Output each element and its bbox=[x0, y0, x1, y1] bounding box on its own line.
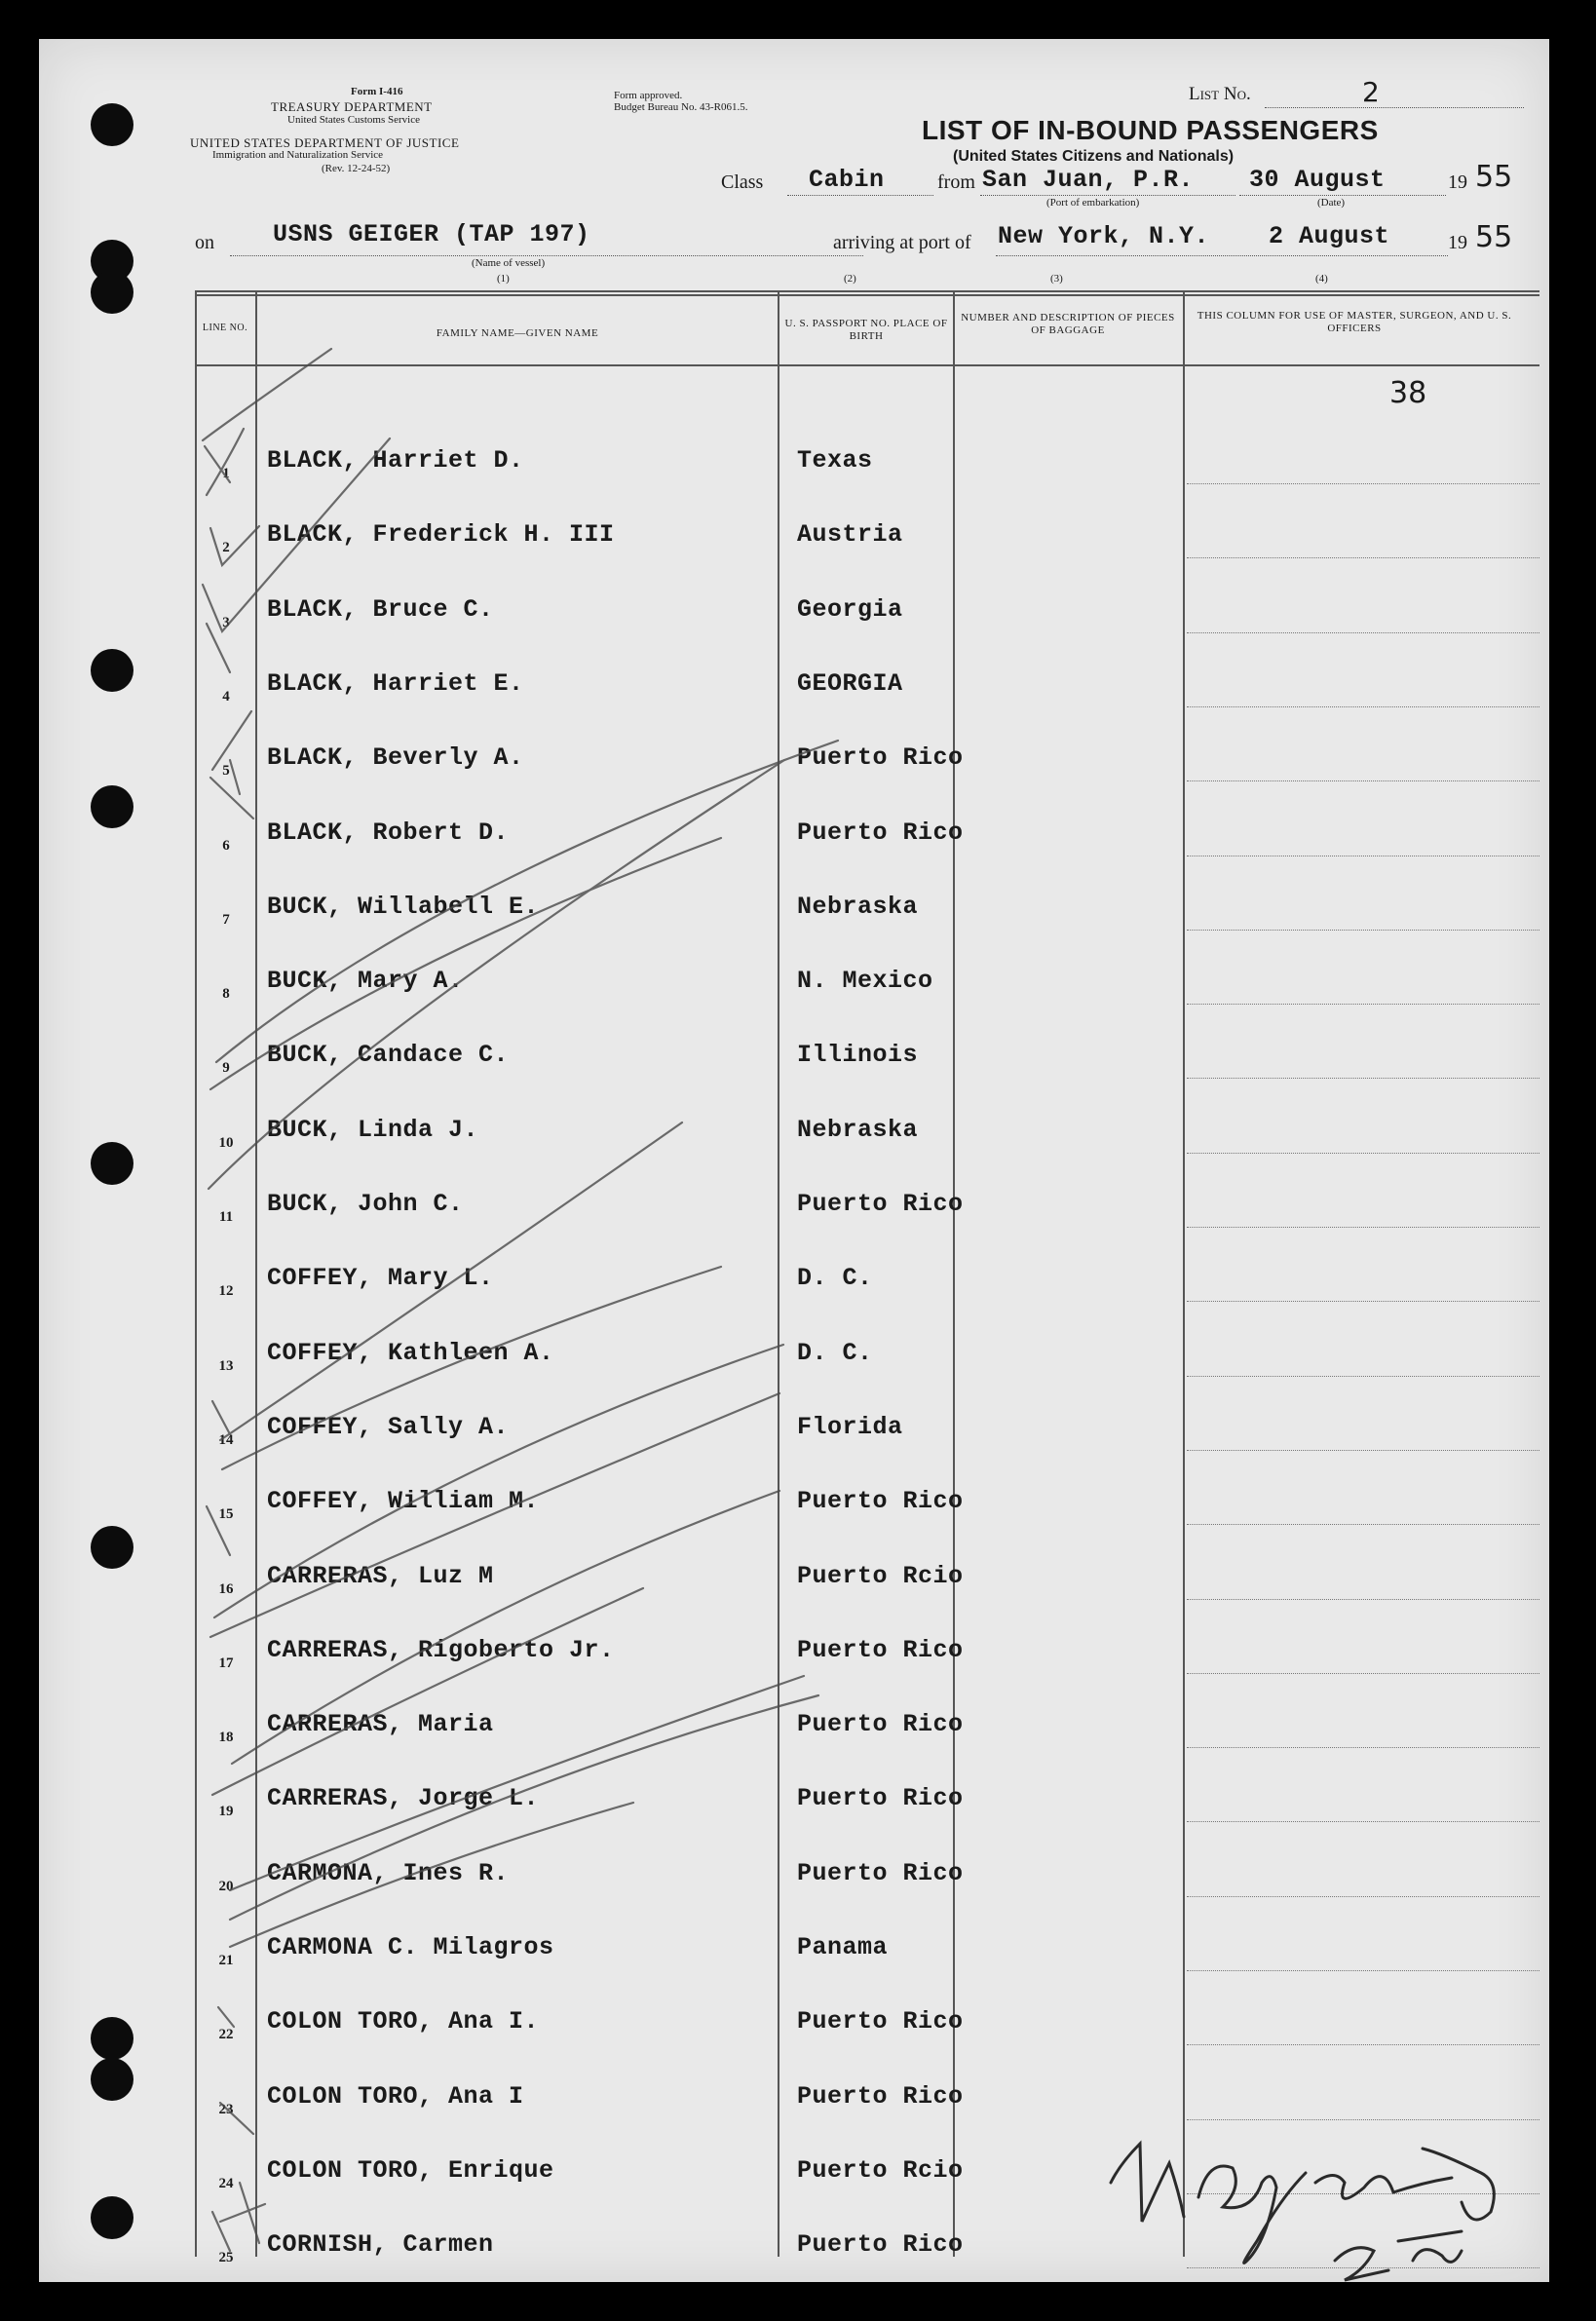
check-mark-15 bbox=[207, 1506, 230, 1555]
place-of-birth: GEORGIA bbox=[797, 669, 903, 698]
place-of-birth: Illinois bbox=[797, 1041, 919, 1069]
binder-hole bbox=[91, 785, 133, 828]
line-number: 3 bbox=[222, 615, 230, 630]
place-of-birth: Puerto Rico bbox=[797, 1487, 964, 1515]
line-number: 11 bbox=[218, 1209, 234, 1225]
check-mark-9 bbox=[210, 838, 721, 1089]
passenger-name: CARMONA C. Milagros bbox=[267, 1933, 554, 1961]
arrival-port: New York, N.Y. bbox=[998, 222, 1210, 250]
binder-hole bbox=[91, 649, 133, 692]
check-mark-14 bbox=[222, 1267, 721, 1469]
line-number: 6 bbox=[222, 838, 230, 854]
line-number: 15 bbox=[218, 1506, 234, 1522]
embarkation-year: 55 bbox=[1475, 160, 1513, 194]
check-mark-18 bbox=[232, 1491, 779, 1764]
column-header-name: FAMILY NAME—GIVEN NAME bbox=[436, 327, 599, 339]
line-number: 14 bbox=[218, 1432, 234, 1448]
place-of-birth: Texas bbox=[797, 446, 873, 475]
check-mark-21 bbox=[230, 1695, 818, 1920]
binder-hole bbox=[91, 103, 133, 146]
vessel-caption: (Name of vessel) bbox=[472, 257, 546, 269]
line-number: 8 bbox=[222, 986, 230, 1002]
check-mark-8 bbox=[216, 741, 838, 1062]
line-number: 7 bbox=[222, 912, 230, 928]
check-mark-7b bbox=[230, 760, 240, 794]
passenger-name: COFFEY, William M. bbox=[267, 1487, 540, 1515]
binder-hole bbox=[91, 1142, 133, 1185]
officer-note: 38 bbox=[1389, 376, 1427, 410]
passenger-name: CARMONA, Ines R. bbox=[267, 1859, 510, 1887]
column-header-line-no: LINE NO. bbox=[202, 323, 248, 333]
port-of-embarkation: San Juan, P.R. bbox=[982, 166, 1195, 194]
page-subtitle: (United States Citizens and Nationals) bbox=[953, 148, 1235, 165]
check-mark-13 bbox=[212, 1401, 230, 1434]
binder-hole bbox=[91, 1526, 133, 1569]
passenger-name: BUCK, Candace C. bbox=[267, 1041, 510, 1069]
place-of-birth: Puerto Rico bbox=[797, 2082, 964, 2111]
treasury-department: TREASURY DEPARTMENT bbox=[271, 99, 433, 114]
budget-bureau-number: Budget Bureau No. 43-R061.5. bbox=[614, 101, 748, 113]
place-of-birth: D. C. bbox=[797, 1339, 873, 1367]
check-mark-1 bbox=[203, 349, 331, 440]
arriving-label: arriving at port of bbox=[833, 232, 971, 253]
from-label: from bbox=[937, 171, 975, 193]
column-header-baggage: NUMBER AND DESCRIPTION OF PIECES OF BAGGAGE bbox=[961, 312, 1175, 336]
place-of-birth: Nebraska bbox=[797, 893, 919, 921]
check-mark-11 bbox=[209, 760, 784, 1189]
passenger-name: BLACK, Harriet E. bbox=[267, 669, 524, 698]
inspector-signature bbox=[1111, 2144, 1494, 2280]
class-value: Cabin bbox=[809, 166, 885, 194]
passenger-name: CARRERAS, Luz M bbox=[267, 1562, 494, 1590]
place-of-birth: Austria bbox=[797, 520, 903, 549]
line-number: 24 bbox=[218, 2176, 234, 2191]
passenger-name: BUCK, Linda J. bbox=[267, 1116, 479, 1144]
line-number: 1 bbox=[222, 466, 230, 481]
binder-hole bbox=[91, 2058, 133, 2101]
passenger-name: BLACK, Harriet D. bbox=[267, 446, 524, 475]
list-number-value: 2 bbox=[1362, 76, 1380, 108]
place-of-birth: D. C. bbox=[797, 1264, 873, 1292]
passenger-name: CARRERAS, Rigoberto Jr. bbox=[267, 1636, 615, 1664]
line-number: 10 bbox=[218, 1135, 234, 1151]
document-sheet bbox=[39, 39, 1549, 2282]
form-number: Form I-416 bbox=[351, 86, 403, 97]
check-mark-22 bbox=[230, 1803, 633, 1947]
on-label: on bbox=[195, 232, 214, 253]
vessel-name: USNS GEIGER (TAP 197) bbox=[273, 220, 590, 248]
line-number: 22 bbox=[218, 2027, 234, 2042]
class-label: Class bbox=[721, 171, 764, 193]
column-number-2: (2) bbox=[844, 273, 856, 285]
check-mark-25c bbox=[220, 2204, 265, 2222]
place-of-birth: Puerto Rico bbox=[797, 1190, 964, 1218]
check-mark-23 bbox=[218, 2007, 234, 2027]
place-of-birth: Florida bbox=[797, 1413, 903, 1441]
passenger-name: COFFEY, Mary L. bbox=[267, 1264, 494, 1292]
line-number: 21 bbox=[218, 1953, 234, 1968]
line-number: 18 bbox=[218, 1730, 234, 1745]
place-of-birth: Puerto Rico bbox=[797, 818, 964, 847]
pencil-check-marks bbox=[39, 39, 1549, 2282]
place-of-birth: Puerto Rico bbox=[797, 1784, 964, 1812]
column-number-4: (4) bbox=[1315, 273, 1328, 285]
year-prefix: 19 bbox=[1448, 171, 1467, 193]
line-number: 25 bbox=[218, 2250, 234, 2265]
passenger-name: CARRERAS, Maria bbox=[267, 1710, 494, 1738]
passenger-name: BUCK, Mary A. bbox=[267, 967, 464, 995]
passenger-name: BUCK, John C. bbox=[267, 1190, 464, 1218]
justice-department: UNITED STATES DEPARTMENT OF JUSTICE bbox=[190, 135, 460, 150]
binder-hole bbox=[91, 2017, 133, 2060]
check-mark-6 bbox=[212, 711, 251, 770]
port-embarkation-caption: (Port of embarkation) bbox=[1046, 197, 1140, 209]
column-number-3: (3) bbox=[1050, 273, 1063, 285]
check-mark-3 bbox=[210, 526, 259, 565]
place-of-birth: Puerto Rcio bbox=[797, 2156, 964, 2185]
passenger-name: COLON TORO, Ana I bbox=[267, 2082, 524, 2111]
place-of-birth: Puerto Rico bbox=[797, 1859, 964, 1887]
place-of-birth: Nebraska bbox=[797, 1116, 919, 1144]
line-number: 17 bbox=[218, 1655, 234, 1671]
place-of-birth: Puerto Rico bbox=[797, 2007, 964, 2036]
customs-service: United States Customs Service bbox=[287, 114, 420, 126]
line-number: 13 bbox=[218, 1358, 234, 1374]
passenger-name: BLACK, Beverly A. bbox=[267, 743, 524, 772]
passenger-name: BUCK, Willabell E. bbox=[267, 893, 540, 921]
place-of-birth: Georgia bbox=[797, 595, 903, 624]
check-mark-20 bbox=[230, 1676, 804, 1890]
line-number: 5 bbox=[222, 763, 230, 779]
arrival-year-prefix: 19 bbox=[1448, 232, 1467, 253]
passenger-name: CARRERAS, Jorge L. bbox=[267, 1784, 540, 1812]
check-mark-4 bbox=[203, 438, 390, 631]
immigration-service: Immigration and Naturalization Service bbox=[212, 149, 384, 161]
passenger-name: COLON TORO, Ana I. bbox=[267, 2007, 540, 2036]
line-number: 12 bbox=[218, 1283, 234, 1299]
line-number: 20 bbox=[218, 1879, 234, 1894]
list-number-label: List No. bbox=[1189, 84, 1251, 104]
place-of-birth: Puerto Rico bbox=[797, 743, 964, 772]
passenger-name: COLON TORO, Enrique bbox=[267, 2156, 554, 2185]
form-approved: Form approved. bbox=[614, 90, 683, 101]
line-number: 23 bbox=[218, 2102, 234, 2117]
embarkation-date: 30 August bbox=[1249, 166, 1386, 194]
column-header-passport: U. S. PASSPORT NO. PLACE OF BIRTH bbox=[784, 318, 948, 342]
binder-hole bbox=[91, 2196, 133, 2239]
place-of-birth: Puerto Rico bbox=[797, 1636, 964, 1664]
place-of-birth: Puerto Rico bbox=[797, 2230, 964, 2259]
check-mark-19 bbox=[212, 1588, 643, 1795]
column-number-1: (1) bbox=[497, 273, 510, 285]
line-number: 16 bbox=[218, 1581, 234, 1597]
check-mark-5 bbox=[207, 624, 230, 672]
line-number: 9 bbox=[222, 1060, 230, 1076]
place-of-birth: Puerto Rcio bbox=[797, 1562, 964, 1590]
line-number: 2 bbox=[222, 540, 230, 555]
place-of-birth: Puerto Rico bbox=[797, 1710, 964, 1738]
binder-hole bbox=[91, 271, 133, 314]
arrival-year: 55 bbox=[1475, 220, 1513, 254]
passenger-name: BLACK, Frederick H. III bbox=[267, 520, 615, 549]
passenger-name: COFFEY, Sally A. bbox=[267, 1413, 510, 1441]
passenger-name: COFFEY, Kathleen A. bbox=[267, 1339, 554, 1367]
column-header-officers: THIS COLUMN FOR USE OF MASTER, SURGEON, AND U. S. OFFICERS bbox=[1197, 310, 1512, 334]
passenger-name: BLACK, Bruce C. bbox=[267, 595, 494, 624]
arrival-date: 2 August bbox=[1269, 222, 1390, 250]
check-mark-7 bbox=[210, 778, 253, 818]
revision-date: (Rev. 12-24-52) bbox=[322, 163, 391, 174]
place-of-birth: Panama bbox=[797, 1933, 889, 1961]
line-number: 4 bbox=[222, 689, 230, 704]
check-mark-2 bbox=[207, 429, 244, 495]
line-number: 19 bbox=[218, 1804, 234, 1819]
page-title: LIST OF IN-BOUND PASSENGERS bbox=[922, 115, 1379, 145]
date-caption: (Date) bbox=[1317, 197, 1346, 209]
check-mark-24 bbox=[220, 2103, 253, 2134]
passenger-name: BLACK, Robert D. bbox=[267, 818, 510, 847]
check-mark-17 bbox=[210, 1393, 779, 1637]
place-of-birth: N. Mexico bbox=[797, 967, 933, 995]
passenger-name: CORNISH, Carmen bbox=[267, 2230, 494, 2259]
